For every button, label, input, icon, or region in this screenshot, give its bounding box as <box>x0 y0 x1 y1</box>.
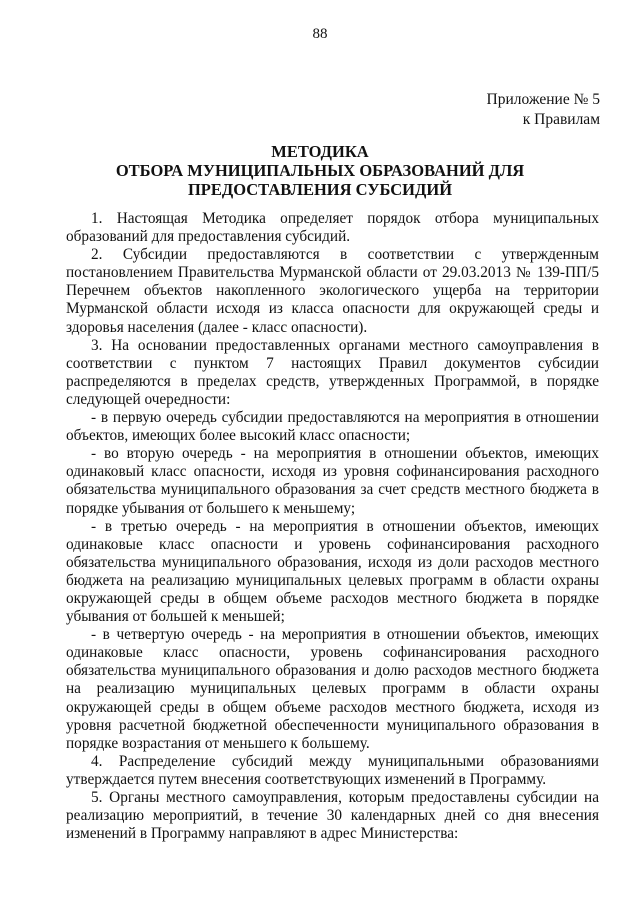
paragraph-1: 1. Настоящая Методика определяет порядок отбора муниципальных образований для предоставления субсидий. <box>66 210 599 246</box>
appendix-number: Приложение № 5 <box>486 91 600 108</box>
title-line-1: МЕТОДИКА <box>271 142 369 161</box>
title-line-2: ОТБОРА МУНИЦИПАЛЬНЫХ ОБРАЗОВАНИЙ ДЛЯ <box>115 161 525 180</box>
list-item-third-priority: - в третью очередь - на мероприятия в отношении объектов, имеющих одинаковые класс опасности и уровень софинансирования расходного обязательства муниципального образования, исходя из доли расходов местного бюджета на реализацию муниципальных целевых программ в области охраны окружающей среды в общем объеме расходов местного бюджета в порядке убывания от большей к меньшей; <box>66 517 599 626</box>
list-item-fourth-priority: - в четвертую очередь - на мероприятия в отношении объектов, имеющих одинаковые класс опасности, уровень софинансирования расходного обязательства муниципального образования и долю расходов местного бюджета на реализацию муниципальных целевых программ в области охраны окружающей среды в общем объеме расходов местного бюджета, исходя из уровня расчетной бюджетной обеспеченности муниципального образования в порядке возрастания от меньшего к большему. <box>66 626 599 752</box>
paragraph-3: 3. На основании предоставленных органами местного самоуправления в соответствии с пунктом 7 настоящих Правил документов субсидии распределяются в пределах средств, утвержденных Программой, в порядке следующей очередности: <box>66 336 599 408</box>
document-title <box>0 142 640 199</box>
title-line-3: ПРЕДОСТАВЛЕНИЯ СУБСИДИЙ <box>187 180 453 199</box>
list-item-first-priority: - в первую очередь субсидии предоставляются на мероприятия в отношении объектов, имеющих более высокий класс опасности; <box>66 409 599 445</box>
list-item-second-priority: - во вторую очередь - на мероприятия в отношении объектов, имеющих одинаковый класс опасности, исходя из уровня софинансирования расходного обязательства муниципального образования за счет средств местного бюджета в порядке убывания от большего к меньшему; <box>66 445 599 517</box>
appendix-rules: к Правилам <box>522 111 600 128</box>
paragraph-2: 2. Субсидии предоставляются в соответствии с утвержденным постановлением Правительства Мурманской области от 29.03.2013 № 139-ПП/5 Перечнем объектов накопленного экологического ущерба на территории Мурманской области исходя из класса опасности для окружающей среды и здоровья населения (далее - класс опасности). <box>66 246 599 336</box>
document-body <box>66 210 599 843</box>
appendix-reference <box>487 90 600 130</box>
page-number: 88 <box>312 26 328 42</box>
paragraph-4: 4. Распределение субсидий между муниципальными образованиями утверждается путем внесения соответствующих изменений в Программу. <box>66 752 599 788</box>
paragraph-5: 5. Органы местного самоуправления, которым предоставлены субсидии на реализацию мероприятий, в течение 30 календарных дней со дня внесения изменений в Программу направляют в адрес Министерства: <box>66 789 599 843</box>
